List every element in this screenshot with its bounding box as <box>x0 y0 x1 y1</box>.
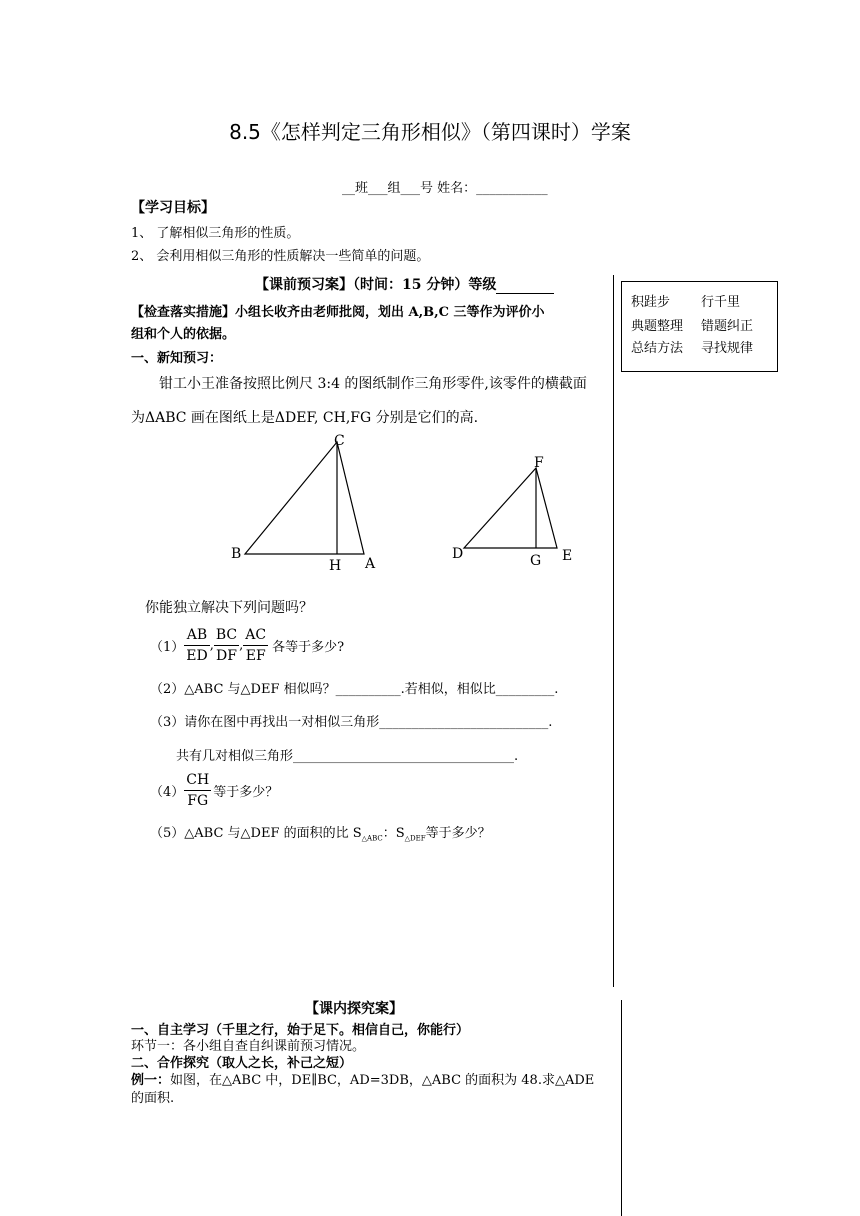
q5-subscript-def: △DEF <box>404 834 426 843</box>
q1-text: 各等于多少? <box>272 640 345 655</box>
triangle-figures <box>0 0 860 600</box>
questions-intro: 你能独立解决下列问题吗？ <box>145 600 313 616</box>
label-d: D <box>452 546 464 562</box>
question-1 <box>150 625 344 666</box>
inclass-section-1-text: 环节一：各小组自查自纠课前预习情况。 <box>131 1039 366 1054</box>
triangle-abc <box>245 442 364 554</box>
q5-part-a: （5）△ABC 与△DEF 的面积的比 S <box>150 826 362 841</box>
inclass-section-2: 二、合作探究（取人之长，补己之短） <box>131 1056 353 1071</box>
motto-1b: 行千里 <box>701 295 741 310</box>
inclass-heading: 【课内探究案】 <box>305 1001 403 1017</box>
objectives-heading: 【学习目标】 <box>131 200 215 216</box>
q5-subscript-abc: △ABC <box>361 834 383 843</box>
question-3b: 共有几对相似三角形__________________________________. <box>176 749 519 764</box>
q5-part-b: ：S <box>382 826 405 841</box>
label-c: C <box>334 433 345 449</box>
example-1-text-2: 的面积. <box>131 1091 175 1106</box>
q1-number: （1） <box>150 640 185 655</box>
label-e: E <box>562 548 573 564</box>
check-measures-text-1: 小组长收齐由老师批阅，划出 A,B,C 三等作为评价小 <box>235 305 545 320</box>
frac-num: AB <box>184 625 209 646</box>
fraction-ch-fg <box>184 770 211 811</box>
check-measures-label: 【检查落实措施】 <box>131 305 236 320</box>
label-g: G <box>530 553 542 569</box>
fraction-ab-ed <box>184 625 209 666</box>
frac-den: DF <box>216 648 237 664</box>
student-info-line: __班___组___号 姓名：___________ <box>342 181 548 196</box>
objective-item-1: 1、 了解相似三角形的性质。 <box>131 226 300 241</box>
label-a: A <box>365 556 376 572</box>
fraction-ac-ef <box>243 625 268 666</box>
question-4 <box>150 770 278 811</box>
objective-item-2: 2、 会利用相似三角形的性质解决一些简单的问题。 <box>131 249 430 264</box>
motto-1a: 积跬步 <box>631 295 671 310</box>
preview-heading-text: 【课前预习案】（时间：15 分钟）等级 <box>255 277 497 293</box>
example-1 <box>131 1069 594 1088</box>
label-f: F <box>534 455 544 471</box>
preview-paragraph-1: 钳工小王准备按照比例尺 3:4 的图纸制作三角形零件,该零件的横截面 <box>159 376 587 392</box>
triangle-def <box>464 468 557 548</box>
motto-3b: 寻找规律 <box>701 341 754 356</box>
question-2: （2）△ABC 与△DEF 相似吗？__________.若相似，相似比_________. <box>150 682 559 697</box>
question-5 <box>150 822 491 843</box>
q4-number: （4） <box>150 785 185 800</box>
q4-text: 等于多少？ <box>213 785 279 800</box>
q5-part-c: 等于多少？ <box>425 826 491 841</box>
frac-separator: , <box>209 638 214 653</box>
label-b: B <box>231 546 242 562</box>
page-title: 8.5《怎样判定三角形相似》（第四课时）学案 <box>229 120 631 144</box>
frac-den: EF <box>245 648 266 664</box>
example-1-text: 如图，在△ABC 中，DE∥BC，AD=3DB，△ABC 的面积为 48.求△ADE <box>170 1073 595 1088</box>
frac-num: CH <box>184 770 211 791</box>
check-measures-text-2: 组和个人的依据。 <box>131 327 236 342</box>
inclass-section-1: 一、自主学习（千里之行，始于足下。相信自己，你能行） <box>131 1023 470 1038</box>
motto-3a: 总结方法 <box>631 341 684 356</box>
section-new-knowledge: 一、新知预习： <box>131 351 223 366</box>
frac-separator: , <box>239 638 244 653</box>
frac-num: AC <box>243 625 268 646</box>
example-1-label: 例一： <box>131 1073 171 1088</box>
motto-2b: 错题纠正 <box>701 319 754 334</box>
label-h: H <box>329 558 342 574</box>
frac-num: BC <box>214 625 239 646</box>
fraction-bc-df <box>214 625 239 666</box>
preview-paragraph-2: 为ΔABC 画在图纸上是ΔDEF, CH,FG 分别是它们的高. <box>131 410 479 426</box>
frac-den: ED <box>186 648 208 664</box>
motto-2a: 典题整理 <box>631 319 684 334</box>
question-3: （3）请你在图中再找出一对相似三角形__________________________. <box>150 715 553 730</box>
margin-line-lower <box>621 1000 622 1216</box>
frac-den: FG <box>187 793 209 809</box>
